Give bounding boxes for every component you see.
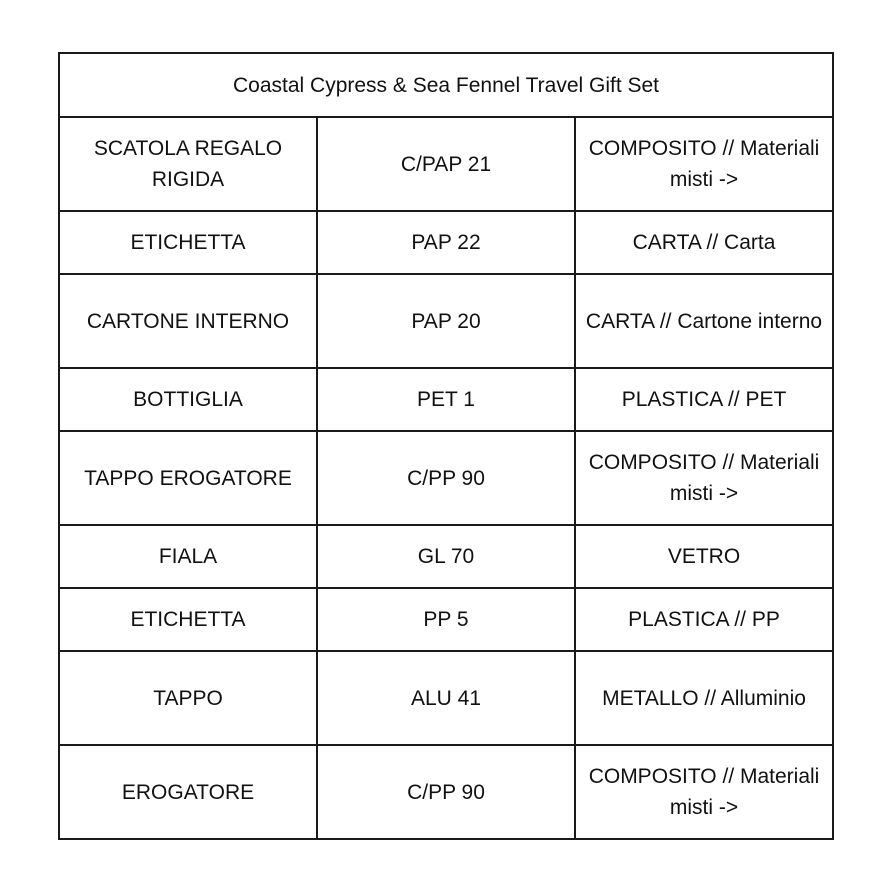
material-cell: COMPOSITO // Materiali misti -> bbox=[575, 431, 833, 525]
table-row bbox=[59, 745, 833, 839]
code-cell: PAP 20 bbox=[317, 274, 575, 368]
material-cell: METALLO // Alluminio bbox=[575, 651, 833, 745]
code-cell: GL 70 bbox=[317, 525, 575, 588]
title-row bbox=[59, 53, 833, 117]
table-row bbox=[59, 651, 833, 745]
component-cell: FIALA bbox=[59, 525, 317, 588]
component-cell: TAPPO bbox=[59, 651, 317, 745]
material-cell: COMPOSITO // Materiali misti -> bbox=[575, 117, 833, 211]
component-cell: BOTTIGLIA bbox=[59, 368, 317, 431]
table-row bbox=[59, 368, 833, 431]
component-cell: EROGATORE bbox=[59, 745, 317, 839]
material-cell: CARTA // Cartone interno bbox=[575, 274, 833, 368]
code-cell: C/PP 90 bbox=[317, 431, 575, 525]
table-row bbox=[59, 525, 833, 588]
code-cell: C/PP 90 bbox=[317, 745, 575, 839]
table-title: Coastal Cypress & Sea Fennel Travel Gift Set bbox=[59, 53, 833, 117]
material-cell: CARTA // Carta bbox=[575, 211, 833, 274]
component-cell: SCATOLA REGALO RIGIDA bbox=[59, 117, 317, 211]
code-cell: PP 5 bbox=[317, 588, 575, 651]
table-row bbox=[59, 431, 833, 525]
material-cell: VETRO bbox=[575, 525, 833, 588]
component-cell: ETICHETTA bbox=[59, 588, 317, 651]
table-row bbox=[59, 211, 833, 274]
material-cell: COMPOSITO // Materiali misti -> bbox=[575, 745, 833, 839]
code-cell: PET 1 bbox=[317, 368, 575, 431]
material-cell: PLASTICA // PET bbox=[575, 368, 833, 431]
table-row bbox=[59, 117, 833, 211]
recycling-label-table bbox=[58, 52, 834, 840]
component-cell: CARTONE INTERNO bbox=[59, 274, 317, 368]
table-row bbox=[59, 274, 833, 368]
component-cell: ETICHETTA bbox=[59, 211, 317, 274]
code-cell: C/PAP 21 bbox=[317, 117, 575, 211]
code-cell: PAP 22 bbox=[317, 211, 575, 274]
code-cell: ALU 41 bbox=[317, 651, 575, 745]
table-row bbox=[59, 588, 833, 651]
component-cell: TAPPO EROGATORE bbox=[59, 431, 317, 525]
material-cell: PLASTICA // PP bbox=[575, 588, 833, 651]
